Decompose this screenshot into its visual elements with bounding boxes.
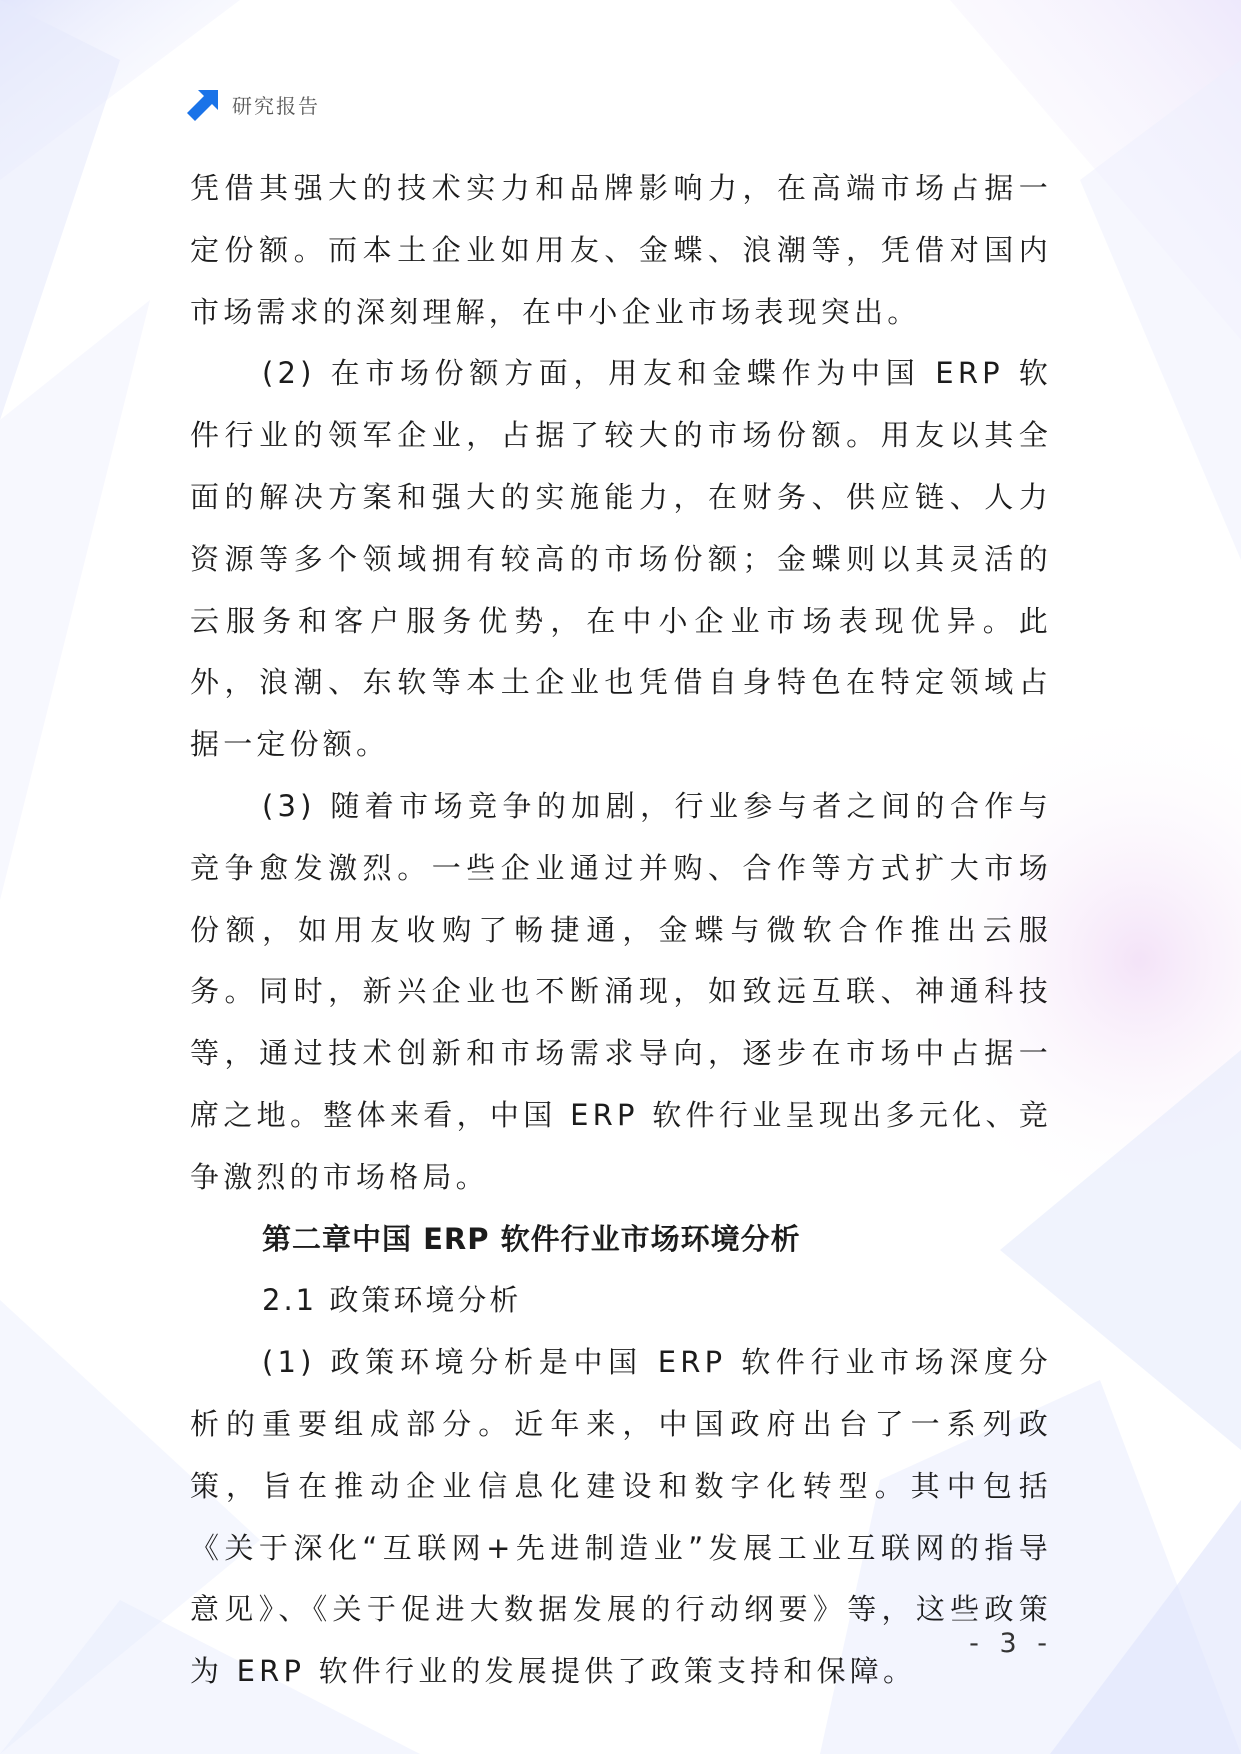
header-title: 研究报告 [232, 93, 320, 118]
body-paragraph: 凭借其强大的技术实力和品牌影响力，在高端市场占据一定份额。而本土企业如用友、金蝶、浪潮等，凭借对国内市场需求的深刻理解，在中小企业市场表现突出。 [190, 171, 1052, 329]
chapter-title: 第二章中国 ERP 软件行业市场环境分析 [262, 1221, 801, 1256]
body-paragraph: (1) 政策环境分析是中国 ERP 软件行业市场深度分析的重要组成部分。近年来，中国政府出台了一系列政策，旨在推动企业信息化建设和数字化转型。其中包括《关于深化“互联网+先进制造业”发展工业互联网的指导意见》、《关于促进大数据发展的行动纲要》等，这些政策为 ERP 软件行业的发展提供了政策支持和保障。 [190, 1345, 1052, 1689]
page-number: - 3 - [969, 1628, 1053, 1659]
body-paragraph: (3) 随着市场竞争的加剧，行业参与者之间的合作与竞争愈发激烈。一些企业通过并购、合作等方式扩大市场份额，如用友收购了畅捷通，金蝶与微软合作推出云服务。同时，新兴企业也不断涌现，如致远互联、神通科技等，通过技术创新和市场需求导向，逐步在市场中占据一席之地。整体来看，中国 ERP 软件行业呈现出多元化、竞争激烈的市场格局。 [190, 788, 1052, 1194]
arrow-up-right-icon [186, 86, 222, 122]
document-body [190, 158, 1052, 1703]
report-header [186, 86, 320, 122]
section-title: 2.1 政策环境分析 [262, 1283, 522, 1318]
body-paragraph: (2) 在市场份额方面，用友和金蝶作为中国 ERP 软件行业的领军企业，占据了较大的市场份额。用友以其全面的解决方案和强大的实施能力，在财务、供应链、人力资源等多个领域拥有较高的市场份额；金蝶则以其灵活的云服务和客户服务优势，在中小企业市场表现优异。此外，浪潮、东软等本土企业也凭借自身特色在特定领域占据一定份额。 [190, 356, 1052, 762]
